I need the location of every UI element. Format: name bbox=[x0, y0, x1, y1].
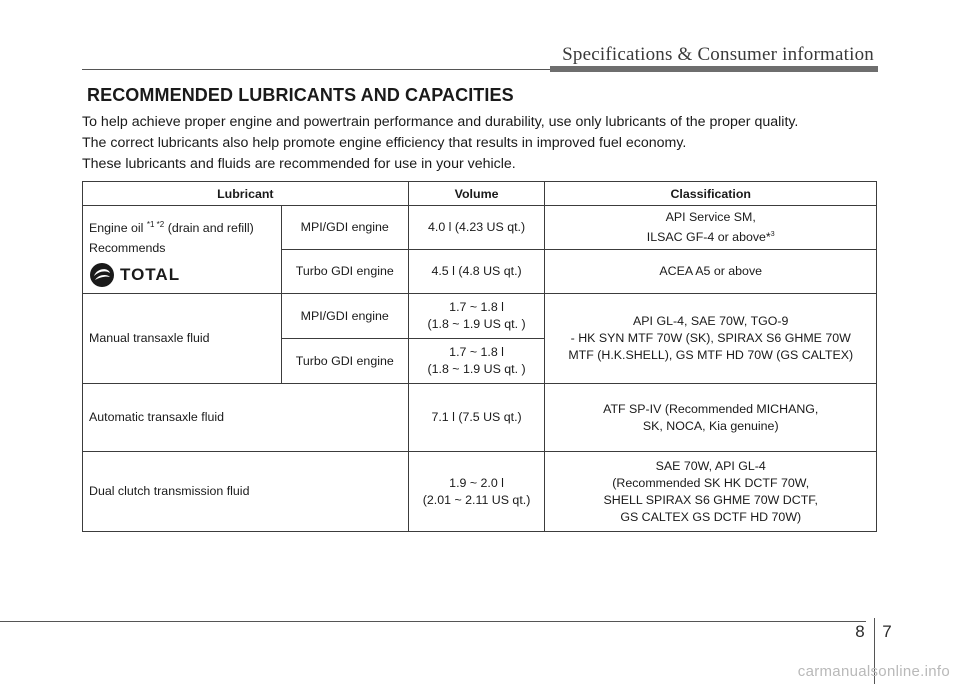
engine-type: Turbo GDI engine bbox=[281, 250, 408, 294]
intro-line: These lubricants and fluids are recommended for use in your vehicle. bbox=[82, 156, 516, 172]
intro-text bbox=[82, 112, 882, 175]
classification-value: ACEA A5 or above bbox=[545, 250, 877, 294]
volume-value: 1.9 ~ 2.0 l (2.01 ~ 2.11 US qt.) bbox=[408, 452, 545, 532]
volume-value: 1.7 ~ 1.8 l (1.8 ~ 1.9 US qt. ) bbox=[408, 294, 545, 339]
volume-value: 4.5 l (4.8 US qt.) bbox=[408, 250, 545, 294]
intro-line: The correct lubricants also help promote engine efficiency that results in improved fuel economy. bbox=[82, 135, 687, 151]
header-volume: Volume bbox=[408, 182, 545, 206]
engine-oil-label: Engine oil $^{*1 *2}$ (drain and refill) bbox=[89, 220, 254, 235]
total-logo-icon bbox=[89, 262, 115, 288]
lubricant-name: Manual transaxle fluid bbox=[83, 294, 282, 384]
volume-value: 7.1 l (7.5 US qt.) bbox=[408, 384, 545, 452]
footer-rule bbox=[0, 621, 866, 622]
header-rule bbox=[82, 69, 550, 70]
engine-oil-cell bbox=[83, 206, 282, 294]
chapter-number: 8 bbox=[855, 622, 865, 641]
volume-value: 1.7 ~ 1.8 l (1.8 ~ 1.9 US qt. ) bbox=[408, 339, 545, 384]
section-title: RECOMMENDED LUBRICANTS AND CAPACITIES bbox=[87, 85, 514, 105]
classification-value: SAE 70W, API GL-4 (Recommended SK HK DCTF 70W, SHELL SPIRAX S6 GHME 70W DCTF, GS CALTEX GS DCTF HD 70W) bbox=[545, 452, 877, 532]
intro-line: To help achieve proper engine and powertrain performance and durability, use only lubricants of the proper quality. bbox=[82, 114, 799, 130]
lubricant-name: Dual clutch transmission fluid bbox=[83, 452, 409, 532]
page-header-title: Specifications & Consumer information bbox=[562, 44, 874, 65]
engine-type: MPI/GDI engine bbox=[281, 206, 408, 250]
classification-value: ATF SP-IV (Recommended MICHANG, SK, NOCA, Kia genuine) bbox=[545, 384, 877, 452]
total-wordmark: TOTAL bbox=[120, 265, 181, 284]
recommends-label: Recommends bbox=[89, 241, 166, 255]
engine-type: Turbo GDI engine bbox=[281, 339, 408, 384]
classification-value: API Service SM, ILSAC GF-4 or above*$^3$ bbox=[545, 206, 877, 250]
table-row bbox=[83, 452, 877, 532]
lubricants-table bbox=[82, 181, 877, 532]
table-row bbox=[83, 294, 877, 339]
page-index: 7 bbox=[882, 622, 892, 641]
header-accent-bar bbox=[550, 66, 878, 72]
table-header-row bbox=[83, 182, 877, 206]
engine-type: MPI/GDI engine bbox=[281, 294, 408, 339]
table-row bbox=[83, 206, 877, 250]
total-logo bbox=[89, 262, 275, 288]
header-lubricant: Lubricant bbox=[83, 182, 409, 206]
volume-value: 4.0 l (4.23 US qt.) bbox=[408, 206, 545, 250]
header-classification: Classification bbox=[545, 182, 877, 206]
watermark: carmanualsonline.info bbox=[797, 663, 950, 680]
footnote-marks: *1 *2 bbox=[146, 220, 165, 229]
classification-value: API GL-4, SAE 70W, TGO-9 - HK SYN MTF 70W (SK), SPIRAX S6 GHME 70W MTF (H.K.SHELL), GS MTF HD 70W (GS CALTEX) bbox=[545, 294, 877, 384]
lubricant-name: Automatic transaxle fluid bbox=[83, 384, 409, 452]
table-row bbox=[83, 384, 877, 452]
